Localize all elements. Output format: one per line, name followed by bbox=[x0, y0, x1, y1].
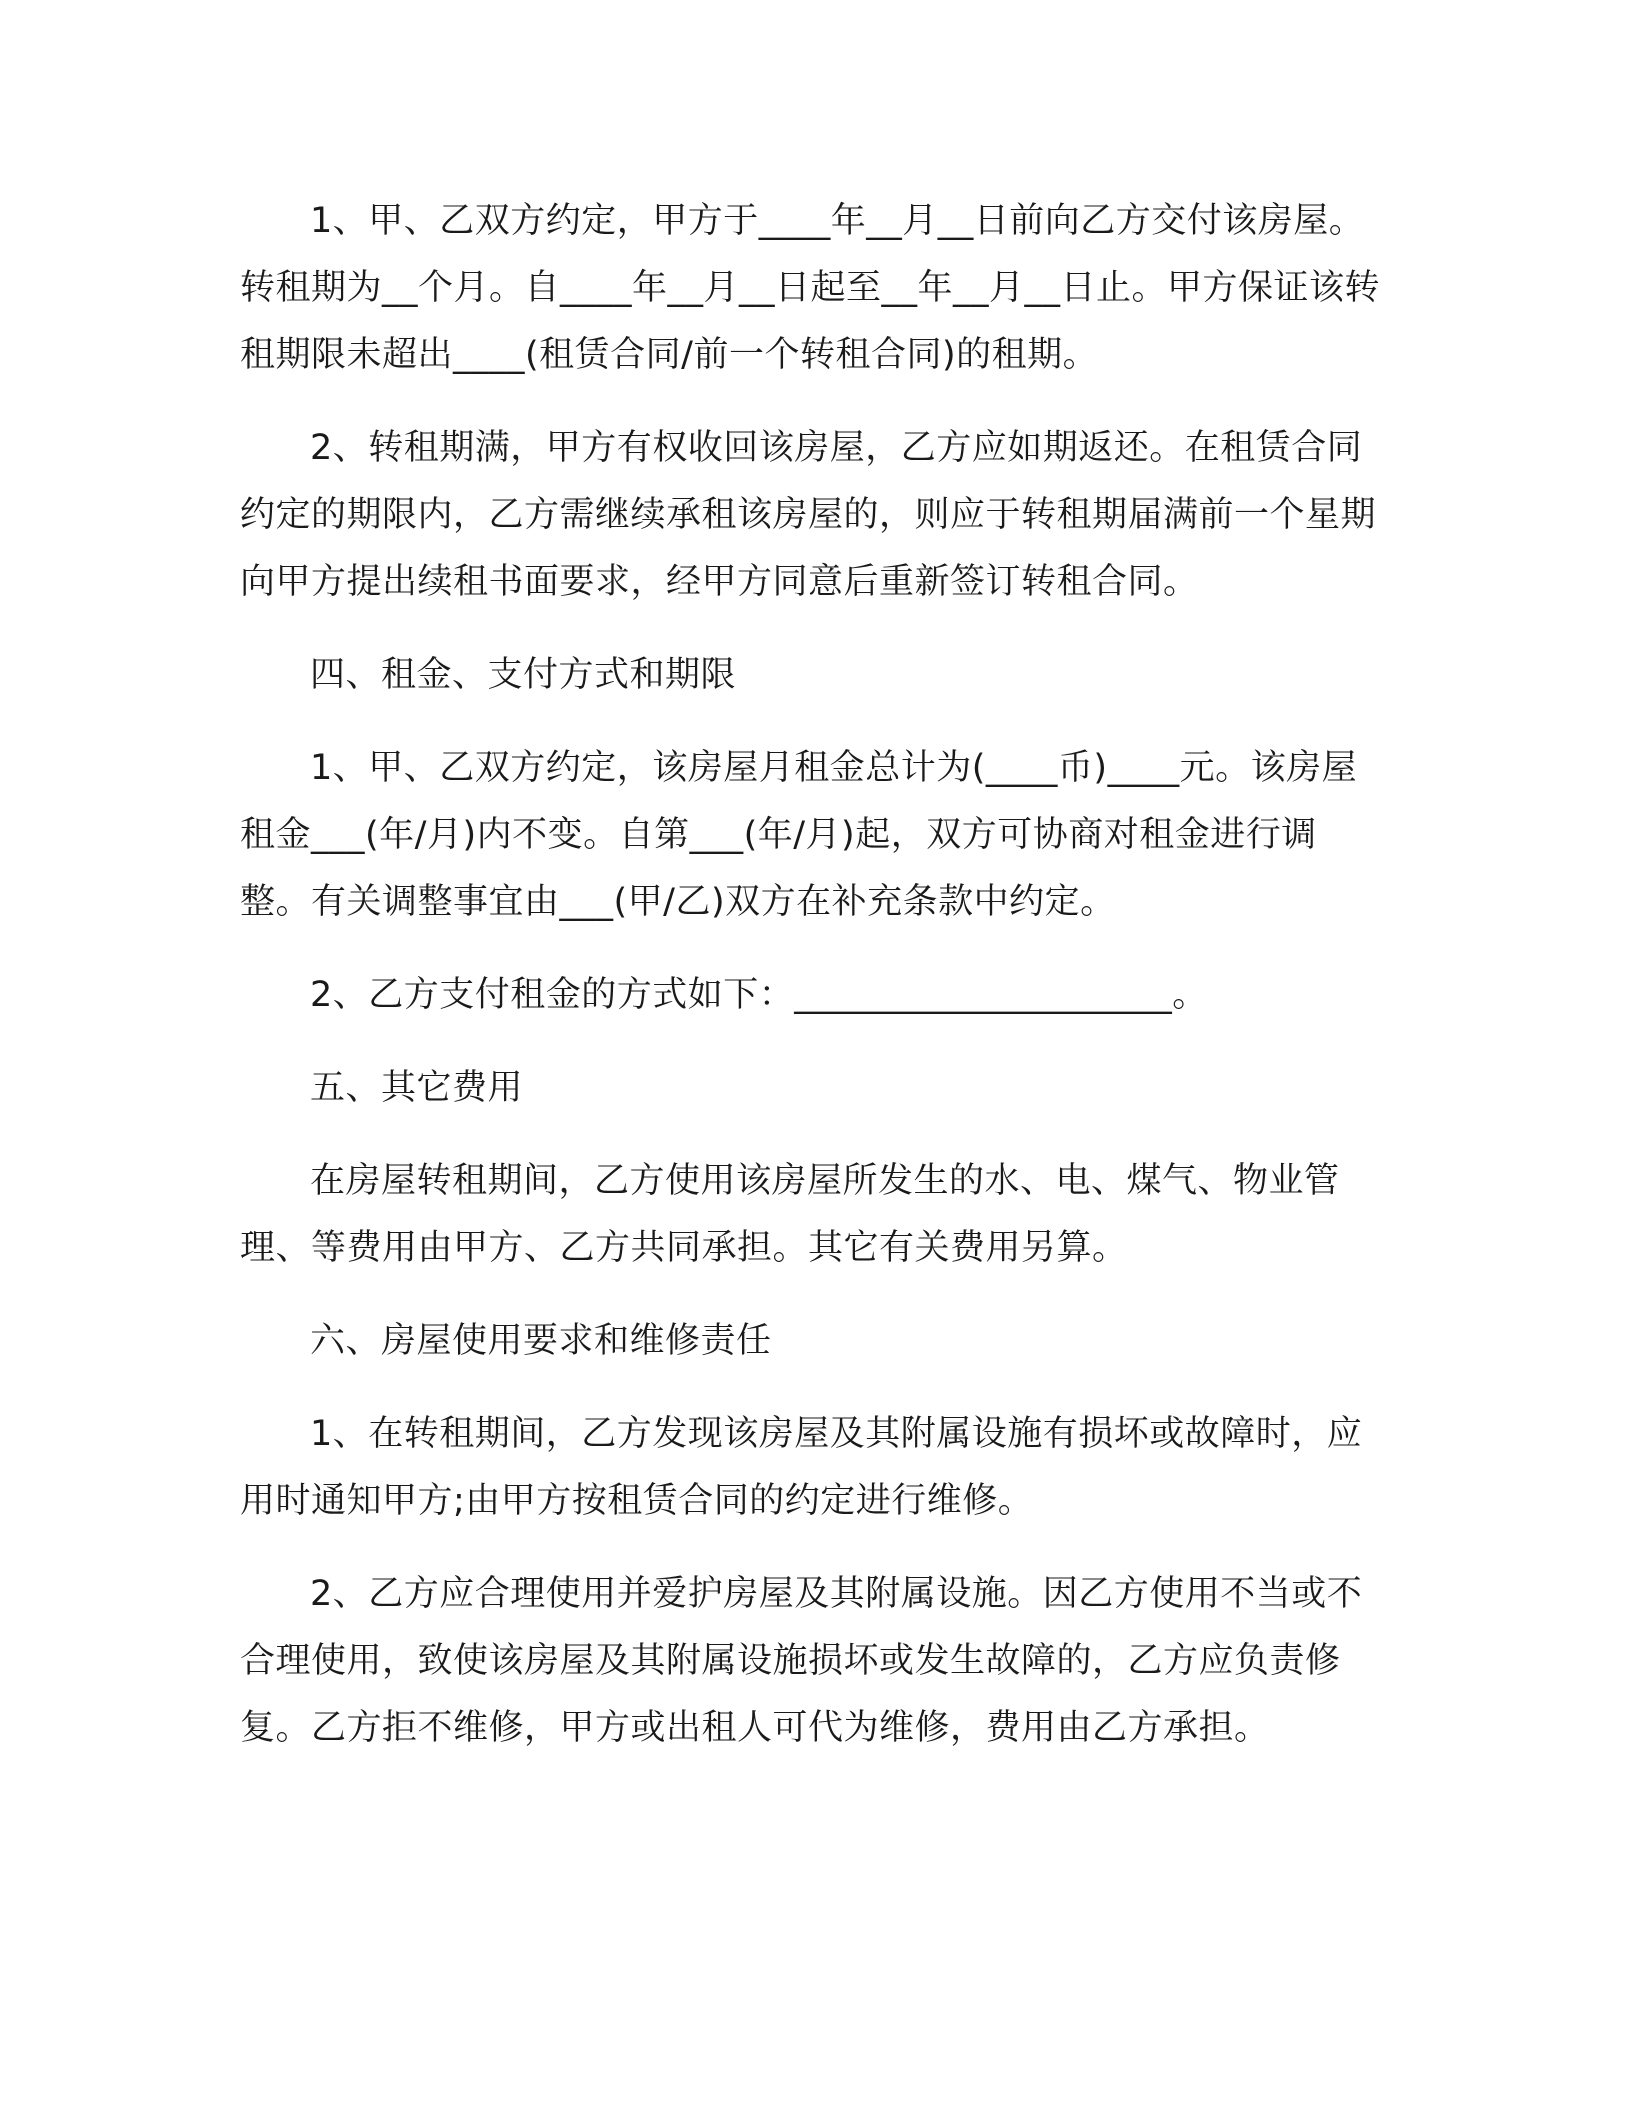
section-heading-rent: 四、租金、支付方式和期限 bbox=[310, 655, 737, 695]
clause-rent-amount: 1、甲、乙双方约定，该房屋月租金总计为(____币)____元。该房屋租金___(年/月)内不变。自第___(年/月)起，双方可协商对租金进行调整。有关调整事宜由___(甲/乙)双方在补充条款中约定。 bbox=[240, 748, 1358, 922]
clause-rent-payment: 2、乙方支付租金的方式如下：_____________________。 bbox=[310, 975, 1208, 1015]
clause-tenant-repair: 2、乙方应合理使用并爱护房屋及其附属设施。因乙方使用不当或不合理使用，致使该房屋及其附属设施损坏或发生故障的，乙方应负责修复。乙方拒不维修，甲方或出租人可代为维修，费用由乙方承担。 bbox=[240, 1574, 1363, 1748]
clause-damage-notice: 1、在转租期间，乙方发现该房屋及其附属设施有损坏或故障时，应用时通知甲方;由甲方按租赁合同的约定进行维修。 bbox=[240, 1414, 1363, 1521]
section-heading-other-fees: 五、其它费用 bbox=[310, 1068, 524, 1108]
clause-delivery-and-term: 1、甲、乙双方约定，甲方于____年__月__日前向乙方交付该房屋。转租期为__个月。自____年__月__日起至__年__月__日止。甲方保证该转租期限未超出____(租赁合同/前一个转租合同)的租期。 bbox=[240, 201, 1381, 375]
clause-utility-fees: 在房屋转租期间，乙方使用该房屋所发生的水、电、煤气、物业管理、等费用由甲方、乙方共同承担。其它有关费用另算。 bbox=[240, 1161, 1340, 1268]
section-heading-maintenance: 六、房屋使用要求和维修责任 bbox=[310, 1321, 772, 1361]
clause-term-expiry: 2、转租期满，甲方有权收回该房屋，乙方应如期返还。在租赁合同约定的期限内，乙方需继续承租该房屋的，则应于转租期届满前一个星期向甲方提出续租书面要求，经甲方同意后重新签订转租合同。 bbox=[240, 428, 1377, 602]
document-body bbox=[240, 188, 1380, 1788]
